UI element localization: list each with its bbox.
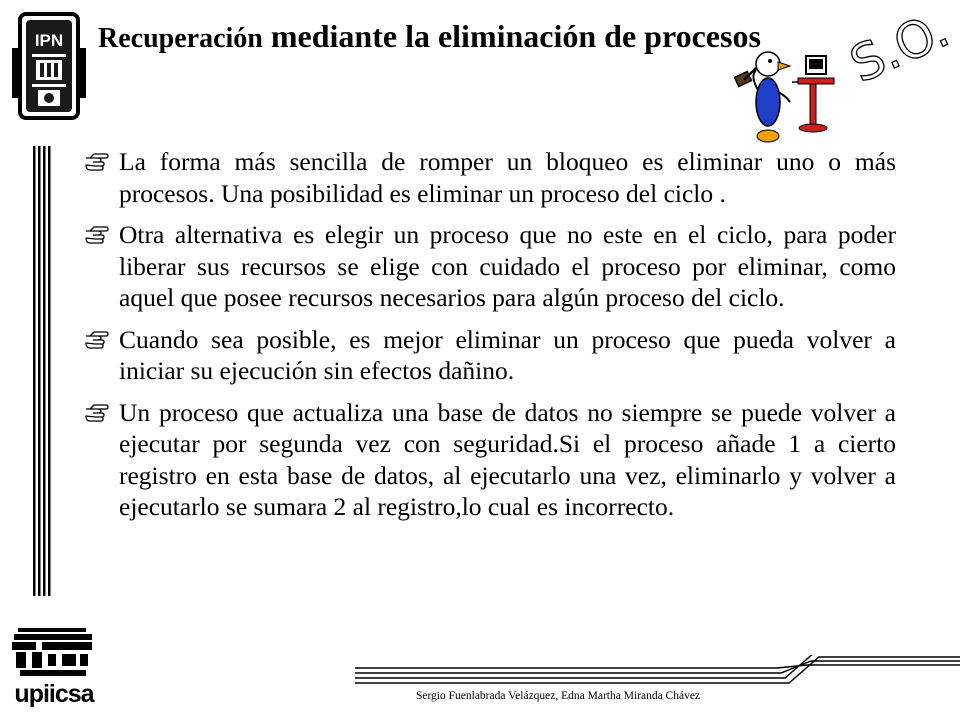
title-part-2: mediante la eliminación de procesos: [262, 18, 761, 54]
page-title: [98, 12, 798, 63]
title-part-1: Recuperación: [98, 23, 263, 54]
pointing-hand-icon: [84, 223, 110, 245]
bullet-text: Otra alternativa es elegir un proceso que no este en el ciclo, para poder liberar sus recursos se elige con cuidado el proceso por eliminar, como aquel que posee recursos necesarios para algún proceso del ciclo.: [119, 220, 896, 312]
bullet-text: La forma más sencilla de romper un bloqueo es eliminar uno o más procesos. Una posibilidad es eliminar un proceso del ciclo .: [119, 147, 896, 208]
ipn-logo: [6, 8, 90, 124]
footer-authors: Sergio Fuenlabrada Velázquez, Edna Martha Miranda Chávez: [415, 690, 701, 702]
ipn-logo-text: IPN: [34, 31, 64, 50]
bullet-text: Cuando sea posible, es mejor eliminar un proceso que pueda volver a iniciar su ejecución sin efectos dañino.: [119, 324, 896, 385]
bullet-item: [84, 219, 896, 314]
pointing-hand-icon: [84, 150, 110, 172]
pointing-hand-icon: [84, 401, 110, 423]
upiicsa-logo-text: upiicsa: [14, 680, 94, 708]
footer-divider: [355, 655, 960, 685]
bullet-text: Un proceso que actualiza una base de datos no siempre se puede volver a ejecutar por segunda vez con seguridad.Si el proceso añade 1 a cierto registro en esta base de datos, al ejecutarlo una vez, eliminarlo y volver a ejecutarlo se sumara 2 al registro,lo cual es incorrecto.: [119, 397, 896, 521]
so-stamp-text: S.O.: [841, 0, 958, 95]
pointing-hand-icon: [84, 328, 110, 350]
bullet-item: [84, 324, 896, 387]
vertical-decorative-bars: [33, 146, 53, 596]
bullet-item: [84, 146, 896, 209]
bullet-list: [84, 146, 896, 533]
duck-computer-illustration: [732, 40, 848, 150]
bullet-item: [84, 397, 896, 523]
